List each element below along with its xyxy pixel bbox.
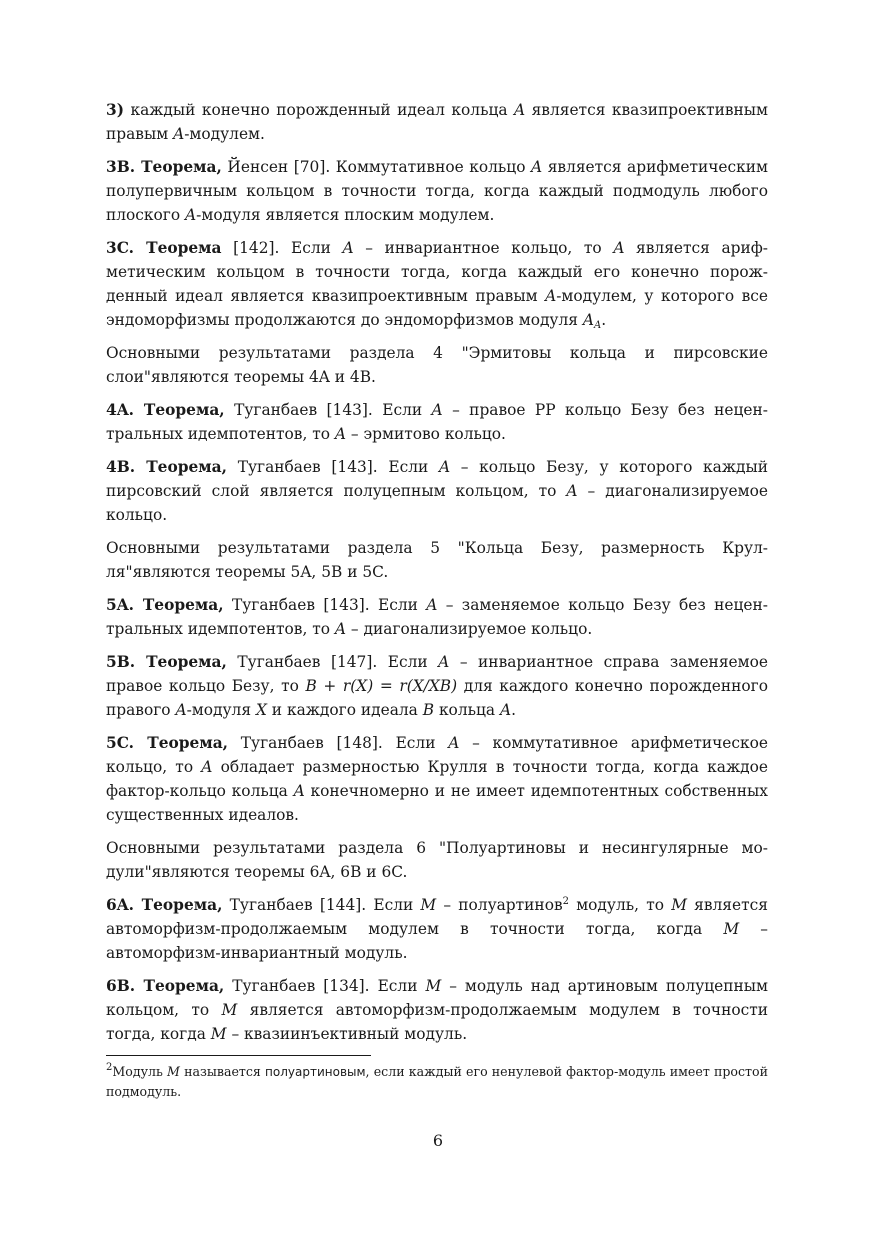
- paragraph-theorem-5a: [106, 593, 768, 641]
- math-symbol: A: [438, 653, 450, 671]
- math-symbol: A: [514, 101, 526, 119]
- math-symbol: M: [420, 896, 437, 914]
- math-symbol: A: [613, 239, 625, 257]
- math-symbol: M: [671, 896, 687, 914]
- text-run: – диагонализируемое кольцо.: [346, 620, 593, 638]
- math-symbol: A: [173, 125, 185, 143]
- text-run: является автоморфизм-продолжаемым модулем в точности тогда, когда: [106, 1001, 769, 1043]
- math-subscript: A: [594, 320, 602, 331]
- paragraph-theorem-5c: [106, 731, 768, 827]
- text-run: -модулем, у которого все эндоморфизмы продолжаются до эндоморфизмов модуля: [106, 287, 768, 329]
- text-run: -модуля: [186, 701, 256, 719]
- text-run: является автоморфизм-продолжаемым модулем в точности тогда, когда: [106, 896, 768, 938]
- text-run: – квазиинъективный модуль.: [226, 1025, 468, 1043]
- theorem-label: 4B. Теорема,: [106, 458, 227, 476]
- text-run: – полуартинов: [436, 896, 563, 914]
- footnote-mark[interactable]: 2: [562, 896, 569, 907]
- math-symbol: A: [185, 206, 197, 224]
- text-run: Основными результатами раздела 5 "Кольца Безу, размерность Крулля"являются теоремы 5A, 5B и 5C.: [106, 539, 768, 581]
- item-label: 3): [106, 101, 124, 119]
- theorem-label: 4A. Теорема,: [106, 401, 225, 419]
- theorem-label: 6A. Теорема,: [106, 896, 223, 914]
- text-run: – правое PP кольцо Безу без нецентральных идемпотентов, то: [106, 401, 768, 443]
- text-run: является арифметическим полупервичным кольцом в точности тогда, когда каждый подмодуль любого плоского: [106, 158, 768, 224]
- theorem-label: 6B. Теорема,: [106, 977, 225, 995]
- text-run: .: [511, 701, 516, 719]
- theorem-label: 3C. Теорема: [106, 239, 222, 257]
- text-run: Туганбаев [143]. Если: [223, 596, 427, 614]
- page-body: [106, 98, 768, 1101]
- math-symbol: B: [422, 701, 435, 719]
- paragraph-section-4-intro: [106, 341, 768, 389]
- paragraph-theorem-3c: [106, 236, 768, 332]
- theorem-label: 5A. Теорема,: [106, 596, 224, 614]
- math-formula: B + r(X) = r(X/XB): [305, 677, 458, 695]
- text-run: – инвариантное кольцо, то: [353, 239, 614, 257]
- text-run: – диагонализируемое кольцо.: [106, 482, 768, 524]
- math-symbol: M: [723, 920, 740, 938]
- paragraph-theorem-5b: [106, 650, 768, 722]
- math-symbol: A: [545, 287, 557, 305]
- theorem-label: 3B. Теорема,: [106, 158, 222, 176]
- text-run: – заменяемое кольцо Безу без нецентральных идемпотентов, то: [106, 596, 768, 638]
- text-run: конечномерно и не имеет идемпотентных собственных существенных идеалов.: [106, 782, 768, 824]
- math-symbol: A: [582, 311, 594, 329]
- math-symbol: A: [293, 782, 305, 800]
- text-run: Туганбаев [143]. Если: [224, 401, 432, 419]
- text-run: , если каждый его ненулевой фактор-модуль имеет простой подмодуль.: [106, 1064, 768, 1099]
- text-run: является квазипроективным правым: [106, 101, 768, 143]
- math-symbol: A: [342, 239, 354, 257]
- text-run: Туганбаев [148]. Если: [228, 734, 449, 752]
- theorem-label: 5B. Теорема,: [106, 653, 227, 671]
- math-symbol: A: [175, 701, 187, 719]
- math-symbol: A: [334, 620, 347, 638]
- page-number: 6: [432, 1131, 444, 1150]
- theorem-label: 5C. Теорема,: [106, 734, 229, 752]
- math-symbol: X: [255, 701, 267, 719]
- text-run: Йенсен [70]. Коммутативное кольцо: [221, 158, 532, 176]
- text-run: является арифметическим кольцом в точности тогда, когда каждый его конечно порожденный идеал является квазипроективным правым: [106, 239, 768, 305]
- text-run: Туганбаев [143]. Если: [227, 458, 439, 476]
- paragraph-theorem-6b: [106, 974, 768, 1046]
- paragraph-section-5-intro: [106, 536, 768, 584]
- math-symbol: A: [566, 482, 578, 500]
- math-symbol: M: [221, 1001, 238, 1019]
- paragraph-statement-3: [106, 98, 768, 146]
- text-run: Основными результатами раздела 4 "Эрмитовы кольца и пирсовские слои"являются теоремы 4A и 4B.: [106, 344, 768, 386]
- text-run: Основными результатами раздела 6 "Полуартиновы и несингулярные модули"являются теоремы 6A, 6B и 6C.: [106, 839, 768, 881]
- text-run: Модуль: [112, 1064, 168, 1079]
- text-run: [142]. Если: [221, 239, 343, 257]
- math-symbol: M: [210, 1025, 227, 1043]
- text-run: – эрмитово кольцо.: [346, 425, 506, 443]
- text-run: – инвариантное справа заменяемое правое кольцо Безу, то: [106, 653, 768, 695]
- math-symbol: M: [425, 977, 442, 995]
- footnote: [106, 1062, 768, 1101]
- paragraph-theorem-4a: [106, 398, 768, 446]
- paragraph-theorem-6a: [106, 893, 768, 965]
- math-symbol: A: [438, 458, 451, 476]
- text-run: .: [601, 311, 607, 329]
- text-run: -модулем.: [184, 125, 265, 143]
- text-run: для каждого конечно порожденного правого: [106, 677, 768, 719]
- math-symbol: M: [167, 1064, 180, 1079]
- math-symbol: A: [334, 425, 347, 443]
- paragraph-theorem-3b: [106, 155, 768, 227]
- paragraph-section-6-intro: [106, 836, 768, 884]
- text-run: Туганбаев [134]. Если: [224, 977, 426, 995]
- text-run: – модуль над артиновым полуцепным кольцом, то: [106, 977, 768, 1019]
- text-run: обладает размерностью Крулля в точности тогда, когда каждое фактор-кольцо кольца: [106, 758, 768, 800]
- text-run: -модуля является плоским модулем.: [196, 206, 495, 224]
- math-symbol: A: [448, 734, 460, 752]
- text-run: каждый конечно порожденный идеал кольца: [124, 101, 514, 119]
- math-symbol: A: [201, 758, 213, 776]
- text-run: и каждого идеала: [266, 701, 423, 719]
- text-run: – автоморфизм-инвариантный модуль.: [106, 920, 768, 962]
- text-run: – коммутативное арифметическое кольцо, то: [106, 734, 768, 776]
- text-run: Туганбаев [144]. Если: [222, 896, 421, 914]
- defined-term: полуартиновым: [265, 1065, 366, 1079]
- text-run: модуль, то: [569, 896, 672, 914]
- paragraph-theorem-4b: [106, 455, 768, 527]
- text-run: кольца: [434, 701, 500, 719]
- math-symbol: A: [426, 596, 438, 614]
- text-run: Туганбаев [147]. Если: [226, 653, 439, 671]
- math-symbol: A: [499, 701, 512, 719]
- text-run: называется: [179, 1064, 266, 1079]
- math-symbol: A: [531, 158, 543, 176]
- footnote-mark: 2: [106, 1062, 113, 1073]
- text-run: – кольцо Безу, у которого каждый пирсовский слой является полуцепным кольцом, то: [106, 458, 768, 500]
- math-symbol: A: [431, 401, 443, 419]
- footnote-divider: [106, 1055, 371, 1056]
